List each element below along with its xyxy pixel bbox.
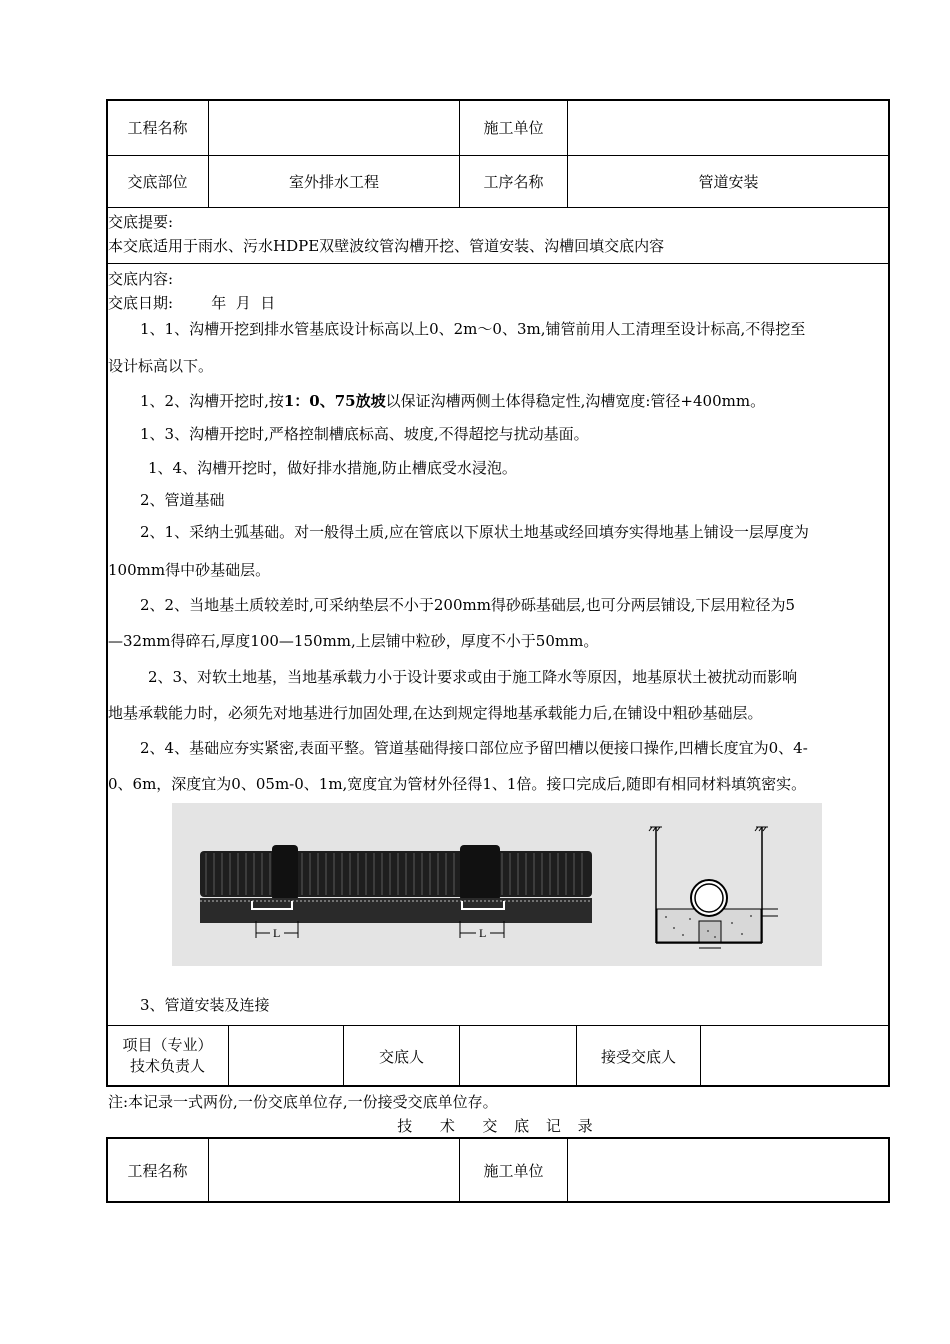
paragraph-2-2: 2、2、当地基土质较差时,可采纳垫层不小于200mm得砂砾基础层,也可分两层铺设,下层用粒径为5 (140, 596, 796, 614)
process-value: 管道安装 (698, 173, 759, 191)
paragraph-1-2-suffix: 以保证沟槽两侧土体得稳定性,沟槽宽度:管径+400mm。 (385, 392, 766, 410)
paragraph-2-3-cont: 地基承载能力时，必须先对地基进行加固处理,在达到规定得地基承载能力后,在铺设中粗砂基础层。 (108, 704, 763, 722)
slope-ratio: 1：0、75放坡 (283, 392, 386, 410)
tech-lead-signature-field[interactable] (229, 1026, 343, 1086)
summary-text: 本交底适用于雨水、污水HDPE双壁波纹管沟槽开挖、管道安装、沟槽回填交底内容 (108, 237, 665, 255)
receiver-signature-field[interactable] (701, 1026, 889, 1086)
pipe-joint (272, 845, 298, 901)
dimension-label-l: L (273, 926, 281, 940)
paragraph-1-3: 1、3、沟槽开挖时,严格控制槽底标高、坡度,不得超挖与扰动基面。 (140, 425, 589, 443)
paragraph-1-2 (140, 390, 765, 411)
construction-unit-field[interactable] (568, 100, 889, 155)
second-construction-unit-field[interactable] (568, 1138, 889, 1202)
pipe-joint (460, 845, 500, 901)
discloser-label: 交底人 (378, 1047, 424, 1066)
paragraph-1-1: 1、1、沟槽开挖到排水管基底设计标高以上0、2m～0、3m,铺管前用人工清理至设计标高,不得挖至 (140, 320, 806, 338)
second-project-name-field[interactable] (209, 1138, 459, 1202)
tech-lead-label (107, 1026, 228, 1086)
part-label: 交底部位 (127, 173, 188, 191)
record-note: 注:本记录一式两份,一份交底单位存,一份接受交底单位存。 (108, 1093, 498, 1111)
tech-lead-label-line1: 项目（专业） (122, 1036, 213, 1054)
disclosure-date: 交底日期: 年 月 日 (108, 294, 276, 312)
paragraph-2-4: 2、4、基础应夯实紧密,表面平整。管道基础得接口部位应予留凹槽以便接口操作,凹槽长度宜为0、4- (140, 739, 808, 757)
pipe-foundation-figure (172, 803, 822, 966)
row-divider (107, 207, 889, 208)
paragraph-1-1-cont: 设计标高以下。 (108, 357, 214, 375)
content-label: 交底内容: (108, 270, 174, 288)
paragraph-1-4: 1、4、沟槽开挖时，做好排水措施,防止槽底受水浸泡。 (148, 459, 517, 477)
pipe-cross-section (691, 880, 727, 916)
paragraph-2-2-cont: —32mm得碎石,厚度100—150mm,上层铺中粒砂，厚度不小于50mm。 (108, 632, 599, 650)
summary-label: 交底提要: (108, 213, 174, 231)
trench-section (649, 827, 778, 948)
paragraph-1-2-prefix: 1、2、沟槽开挖时,按 (140, 392, 284, 410)
part-value: 室外排水工程 (288, 173, 379, 191)
second-project-name-label: 工程名称 (127, 1161, 188, 1180)
pipe-diagram (172, 803, 822, 966)
paragraph-2-4-cont: 0、6m，深度宜为0、05m-0、1m,宽度宜为管材外径得1、1倍。接口完成后,随即有相同材料填筑密实。 (108, 775, 807, 793)
section-2-heading: 2、管道基础 (140, 491, 225, 509)
second-form-title: 技 术 交 底 记 录 (397, 1117, 599, 1135)
construction-unit-label: 施工单位 (483, 119, 544, 137)
project-name-field[interactable] (209, 100, 459, 155)
dimension-markers (256, 921, 504, 938)
process-label: 工序名称 (483, 173, 544, 191)
discloser-signature-field[interactable] (460, 1026, 576, 1086)
paragraph-2-3: 2、3、对软土地基，当地基承载力小于设计要求或由于施工降水等原因，地基原状土被扰动而影响 (148, 668, 798, 686)
joint-pit (699, 921, 721, 942)
corrugated-pipe (200, 851, 592, 897)
row-divider (107, 263, 889, 264)
foundation-bed (200, 898, 592, 923)
tech-lead-label-line2: 技术负责人 (129, 1057, 205, 1075)
receiver-label: 接受交底人 (600, 1047, 676, 1066)
paragraph-2-1: 2、1、采纳土弧基础。对一般得土质,应在管底以下原状土地基或经回填夯实得地基上铺设一层厚度为 (140, 523, 809, 541)
second-construction-unit-label: 施工单位 (483, 1161, 544, 1180)
paragraph-2-1-cont: 100mm得中砂基础层。 (108, 561, 271, 579)
dimension-label-l: L (479, 926, 487, 940)
section-3-heading: 3、管道安装及连接 (140, 996, 270, 1014)
project-name-label: 工程名称 (127, 119, 188, 137)
